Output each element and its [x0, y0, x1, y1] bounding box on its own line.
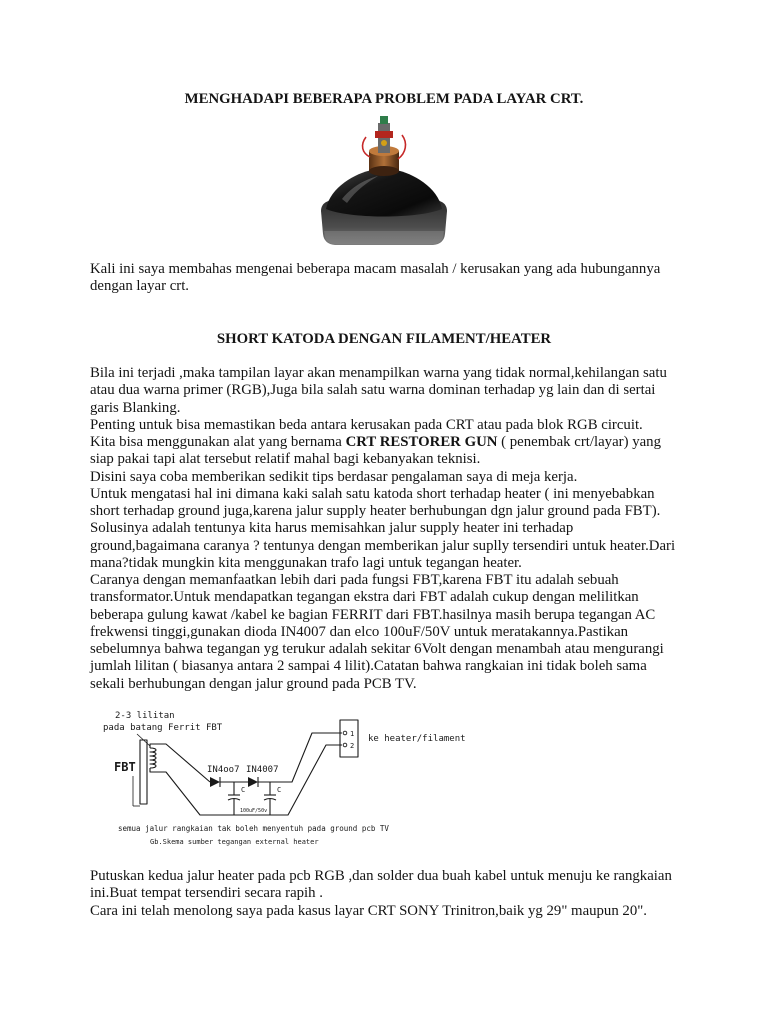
- diode-symbol: [248, 777, 258, 787]
- body-line-text: ( penembak crt/layar) yang: [497, 434, 661, 450]
- closing-line: ini.Buat tempat tersendiri secara rapih .: [90, 885, 323, 902]
- fbt-label: FBT: [114, 760, 136, 774]
- neck-socket: [380, 116, 388, 124]
- body-line: jumlah lilitan ( biasanya antara 2 sampai 4 lilit).Catatan bahwa rangkaian ini tidak boleh sama: [90, 658, 647, 675]
- wire-supply: [150, 744, 210, 782]
- coil-winding: [150, 748, 156, 768]
- diode-symbol: [210, 777, 220, 787]
- diode-1-label: IN4oo7: [207, 765, 240, 775]
- intro-paragraph: [90, 261, 660, 296]
- closing-paragraph: [90, 868, 672, 920]
- capacitor-2-label: C: [277, 786, 282, 794]
- intro-line: dengan layar crt.: [90, 278, 190, 295]
- body-line: short terhadap ground juga,karena jalur supply heater berhubungan dgn jalur ground pada FBT).: [90, 503, 661, 519]
- crt-tube-image: [318, 113, 450, 249]
- body-line: sekali berhubungan dengan jalur ground pada PCB TV.: [90, 675, 417, 692]
- body-line: sebelumnya bahwa tegangan yg terukur adalah sekitar 6Volt dengan menambah atau mengurangi: [90, 641, 664, 657]
- body-line: [90, 434, 675, 451]
- body-line: Solusinya adalah tentunya kita harus memisahkan jalur supply heater ini terhadap: [90, 520, 574, 537]
- body-line: Untuk mengatasi hal ini dimana kaki salah satu katoda short terhadap heater ( ini menyebabkan: [90, 485, 655, 502]
- body-line: Caranya dengan memanfaatkan lebih dari pada fungsi FBT,karena FBT itu adalah sebuah: [90, 572, 619, 588]
- diagram-caption: Gb.Skema sumber tegangan external heater: [150, 838, 319, 846]
- diode-2-label: IN4007: [246, 765, 279, 775]
- tool-name-bold: CRT RESTORER GUN: [345, 434, 498, 450]
- capacitor-value-label: 100uF/50v: [240, 808, 268, 814]
- connector-block: [340, 720, 358, 757]
- pin-1-label: 1: [350, 730, 355, 738]
- body-line: frekwensi tinggi,gunakan dioda IN4007 dan elco 100uF/50V untuk meratakannya.Pastikan: [90, 623, 629, 640]
- section-heading: SHORT KATODA DENGAN FILAMENT/HEATER: [216, 331, 552, 347]
- body-line: garis Blanking.: [90, 399, 181, 416]
- convergence-magnet: [381, 140, 387, 146]
- body-line: Disini saya coba memberikan sedikit tips berdasar pengalaman saya di meja kerja.: [90, 468, 578, 485]
- body-line: ground,bagaimana caranya ? tentunya dengan memberikan jalur suplly tersendiri untuk heater.Dari: [90, 537, 676, 554]
- body-line: mana?tidak mungkin kita menggunakan trafo lagi untuk tegangan heater.: [90, 554, 522, 571]
- output-label: ke heater/filament: [368, 734, 466, 744]
- diagram-note: semua jalur rangkaian tak boleh menyentuh pada ground pcb TV: [118, 824, 389, 833]
- coil-location-label: pada batang Ferrit FBT: [103, 723, 223, 733]
- pin-2-label: 2: [350, 742, 355, 750]
- crt-rim-band: [324, 231, 444, 244]
- neck-ring: [375, 131, 393, 138]
- body-line: beberapa gulung kawat /kabel ke bagian FERRIT dari FBT.hasilnya masih berupa tegangan AC: [90, 606, 656, 623]
- capacitor-1-label: C: [241, 786, 246, 794]
- heater-supply-schematic: [95, 700, 475, 852]
- body-line: atau dua warna primer (RGB),Juga bila salah satu warna dominan terhadap yg lain dan di sertai: [90, 382, 656, 399]
- connector-pin: [343, 731, 347, 735]
- yoke-bottom: [369, 166, 399, 176]
- closing-line: Putuskan kedua jalur heater pada pcb RGB ,dan solder dua buah kabel untuk menuju ke rangkaian: [90, 868, 672, 884]
- body-paragraph: [90, 365, 675, 693]
- intro-line: Kali ini saya membahas mengenai beberapa macam masalah / kerusakan yang ada hubungannya: [90, 261, 661, 277]
- crt-funnel: [326, 170, 442, 217]
- body-line-text: Kita bisa menggunakan alat yang bernama: [90, 434, 346, 450]
- yoke-wire-left: [363, 137, 370, 157]
- yoke-wire-right: [398, 135, 405, 159]
- body-line: Penting untuk bisa memastikan beda antara kerusakan pada CRT atau pada blok RGB circuit.: [90, 416, 643, 433]
- body-line: transformator.Untuk mendapatkan tegangan ekstra dari FBT adalah cukup dengan melilitkan: [90, 589, 639, 606]
- coil-turns-label: 2-3 lilitan: [115, 711, 175, 721]
- page-title: MENGHADAPI BEBERAPA PROBLEM PADA LAYAR CRT.: [184, 91, 584, 107]
- body-line: siap pakai tapi alat tersebut relatif mahal bagi kebanyakan teknisi.: [90, 451, 481, 468]
- ferrite-rod: [140, 740, 147, 804]
- body-line: Bila ini terjadi ,maka tampilan layar akan menampilkan warna yang tidak normal,kehilangan satu: [90, 365, 667, 381]
- closing-line: Cara ini telah menolong saya pada kasus layar CRT SONY Trinitron,baik yg 29" maupun 20".: [90, 902, 647, 919]
- connector-pin: [343, 743, 347, 747]
